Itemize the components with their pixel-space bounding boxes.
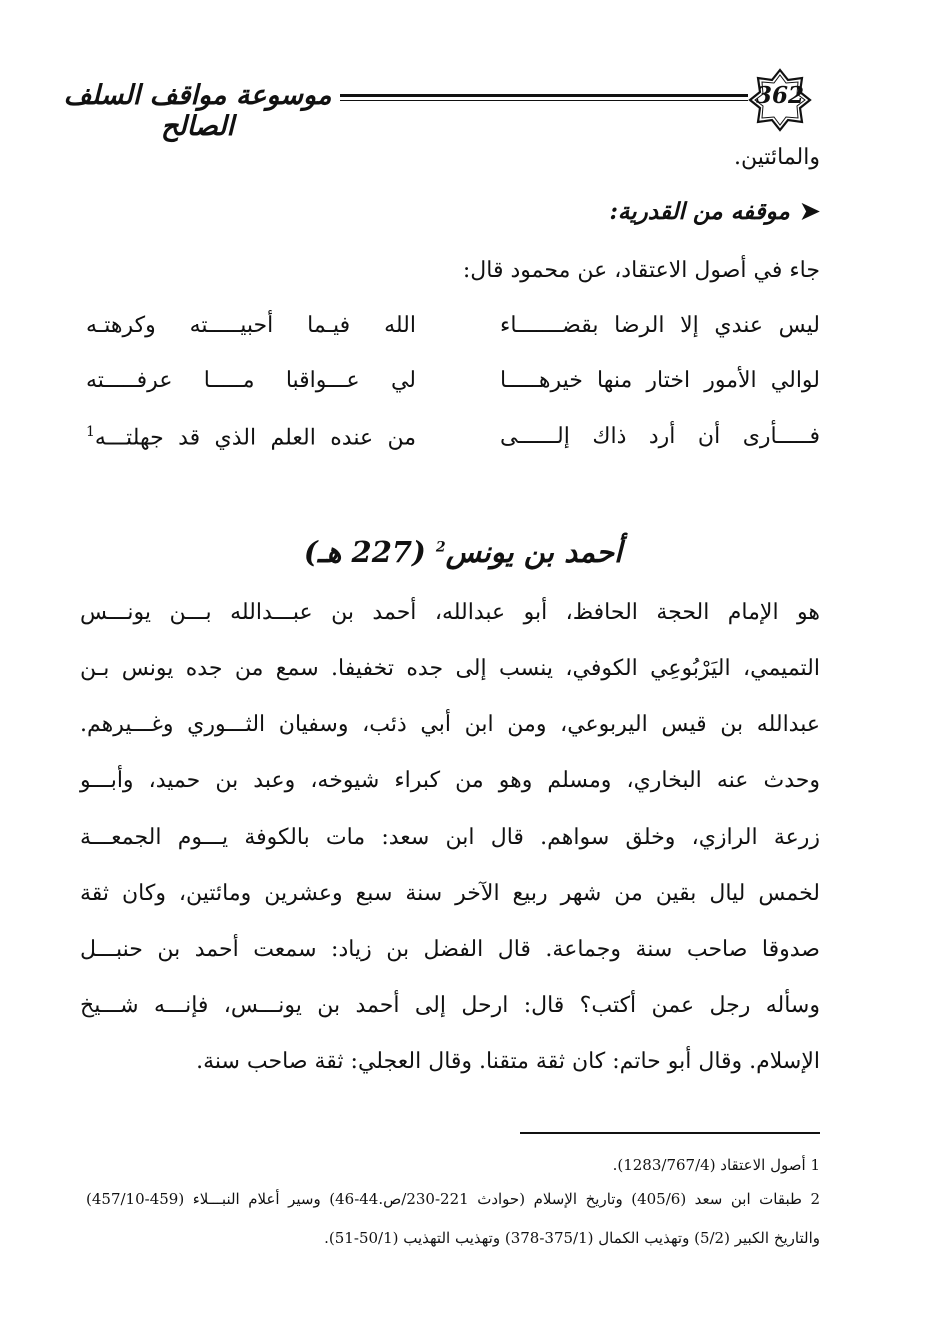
- footnote-text: أصول الاعتقاد (1283/767/4).: [612, 1156, 806, 1174]
- paragraph-line: التميمي، اليَرْبُوعِي الكوفي، ينسب إلى جده تخفيفا. سمع من جده يونس بـن: [80, 656, 820, 681]
- verse-1-first-hemistich: ليس عندي إلا الرضا بقضـــــــاء: [500, 313, 820, 338]
- footnote-2-continued: [324, 1229, 820, 1247]
- intro-line: جاء في أصول الاعتقاد، عن محمود قال:: [462, 258, 820, 283]
- header-rule-thin: [340, 100, 748, 101]
- footnote-separator: [520, 1132, 820, 1134]
- paragraph-line: الإسلام. وقال أبو حاتم: كان ثقة متقنا. وقال العجلي: ثقة صاحب سنة.: [196, 1049, 820, 1074]
- header-rule: [340, 94, 748, 97]
- paragraph-line: زرعة الرازي، وخلق سواهم. قال ابن سعد: مات بالكوفة يـــوم الجمعـــة: [80, 825, 820, 850]
- footnote-number: 2: [810, 1190, 820, 1208]
- paragraph-line: صدوقا صاحب سنة وجماعة. قال الفضل بن زياد: سمعت أحمد بن حنبـــل: [80, 937, 820, 962]
- verse-3-second-text: من عنده العلم الذي قد جهلتـــه: [94, 425, 416, 451]
- page-number: 362: [755, 82, 804, 109]
- footnote-ref-2[interactable]: 2: [435, 539, 446, 556]
- footnote-number: 1: [810, 1156, 820, 1174]
- paragraph-line: لخمس ليال بقين من شهر ربيع الآخر سنة سبع وعشرين ومائتين، وكان ثقة: [80, 881, 820, 906]
- paragraph-line: عبدالله بن قيس اليربوعي، ومن ابن أبي ذئب، وسفيان الثـــوري وغـــيرهم.: [80, 712, 820, 737]
- verse-2-second-hemistich: لي عـــواقبا مـــــا عرفـــــته: [86, 368, 416, 393]
- biography-title-name: أحمد بن يونس: [445, 535, 623, 569]
- footnote-2: [86, 1190, 820, 1208]
- verse-2-first-hemistich: لوالي الأمور اختار منها خيرهـــــا: [500, 368, 820, 393]
- footnote-1: [613, 1156, 820, 1174]
- footnote-text: طبقات ابن سعد (405/6) وتاريخ الإسلام (حوادث 221-230/ص.44-46) وسير أعلام النبـــلاء (459-457/10): [86, 1190, 802, 1208]
- verse-3-first-hemistich: فـــــأرى أن أرد ذاك إلــــــى: [500, 424, 820, 449]
- section-heading: [609, 196, 820, 225]
- section-heading-text: موقفه من القدرية:: [609, 198, 790, 225]
- page-number-badge: [748, 68, 812, 132]
- arrowhead-icon: ➤: [799, 196, 820, 225]
- page-header: [60, 66, 830, 142]
- footnote-text: والتاريخ الكبير (5/2) وتهذيب الكمال (375/1-378) وتهذيب التهذيب (50/1-51).: [324, 1229, 820, 1247]
- verse-3-second-hemistich: [86, 424, 416, 450]
- biography-title-date: (227 هـ): [303, 535, 426, 569]
- biography-title: [0, 535, 926, 569]
- series-title: موسوعة مواقف السلف الصالح: [63, 80, 332, 142]
- paragraph-line: وحدث عنه البخاري، ومسلم وهو من كبراء شيوخه، وعبد بن حميد، وأبـــو: [80, 768, 820, 793]
- paragraph-line: وسأله رجل عمن أكتب؟ قال: ارحل إلى أحمد بن يونـــس، فإنـــه شـــيخ: [80, 993, 820, 1018]
- footnote-ref-1[interactable]: 1: [86, 424, 95, 440]
- verse-1-second-hemistich: الله فيـما أحبيـــــته وكرهتـه: [86, 313, 416, 338]
- paragraph-line: هو الإمام الحجة الحافظ، أبو عبدالله، أحمد بن عبـــدالله بـــن يونـــس: [80, 600, 820, 625]
- continuation-text: والمائتين.: [733, 145, 820, 170]
